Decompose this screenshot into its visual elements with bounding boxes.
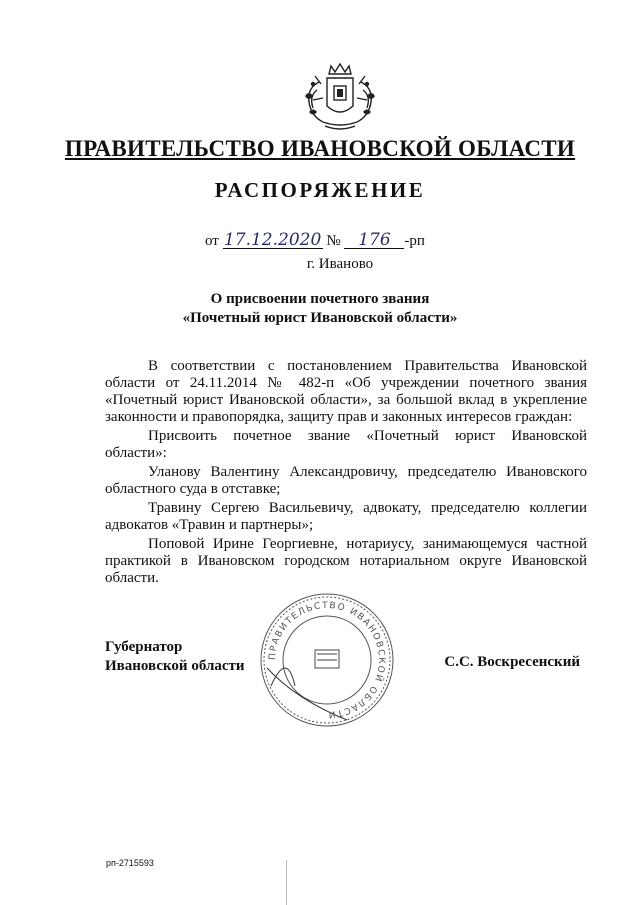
number-sign: № bbox=[326, 233, 341, 249]
date-prefix: от bbox=[205, 233, 219, 249]
signer-title bbox=[105, 638, 245, 676]
organization-title: ПРАВИТЕЛЬСТВО ИВАНОВСКОЙ ОБЛАСТИ bbox=[64, 136, 576, 161]
city: г. Иваново bbox=[306, 256, 374, 272]
signer-title-line-1: Губернатор bbox=[105, 639, 183, 655]
document-body bbox=[105, 358, 587, 589]
handwritten-number: 176 bbox=[344, 233, 404, 249]
signer-title-line-2: Ивановской области bbox=[105, 658, 245, 674]
awardee-travin: Травину Сергею Васильевичу, адвокату, председателю коллегии адвокатов «Травин и партнеры»; bbox=[105, 500, 587, 533]
subject-line-2: «Почетный юрист Ивановской области» bbox=[182, 310, 458, 326]
scan-line-artifact bbox=[286, 860, 287, 905]
seal-center-emblem bbox=[315, 650, 339, 668]
signer-name: С.С. Воскресенский bbox=[444, 654, 580, 670]
awardee-popova: Поповой Ирине Георгиевне, нотариусу, занимающемуся частной практикой в Ивановском городском нотариальном округе Ивановской области. bbox=[105, 536, 587, 586]
document-type: РАСПОРЯЖЕНИЕ bbox=[214, 178, 426, 202]
body-paragraph-preamble: В соответствии с постановлением Правительства Ивановской области от 24.11.2014 № 482-п «Об учреждении почетного звания «Почетный юрист Ивановской области», за большой вклад в укрепление законности и правопорядка, защиту прав и законных интересов граждан: bbox=[105, 358, 587, 425]
document-subject bbox=[0, 290, 640, 328]
number-suffix: -рп bbox=[404, 233, 425, 249]
coat-of-arms-emblem bbox=[299, 62, 381, 132]
awardee-ulanov: Уланову Валентину Александровичу, председателю Ивановского областного суда в отставке; bbox=[105, 464, 587, 497]
date-number-line bbox=[205, 230, 425, 250]
official-seal bbox=[257, 590, 397, 730]
subject-line-1: О присвоении почетного звания bbox=[210, 291, 430, 307]
document-code: рп-2715593 bbox=[106, 858, 154, 868]
body-paragraph-resolution: Присвоить почетное звание «Почетный юрист Ивановской области»: bbox=[105, 428, 587, 461]
handwritten-date: 17.12.2020 bbox=[223, 230, 322, 250]
seal-ring-text: ПРАВИТЕЛЬСТВО ИВАНОВСКОЙ ОБЛАСТИ bbox=[267, 600, 387, 720]
